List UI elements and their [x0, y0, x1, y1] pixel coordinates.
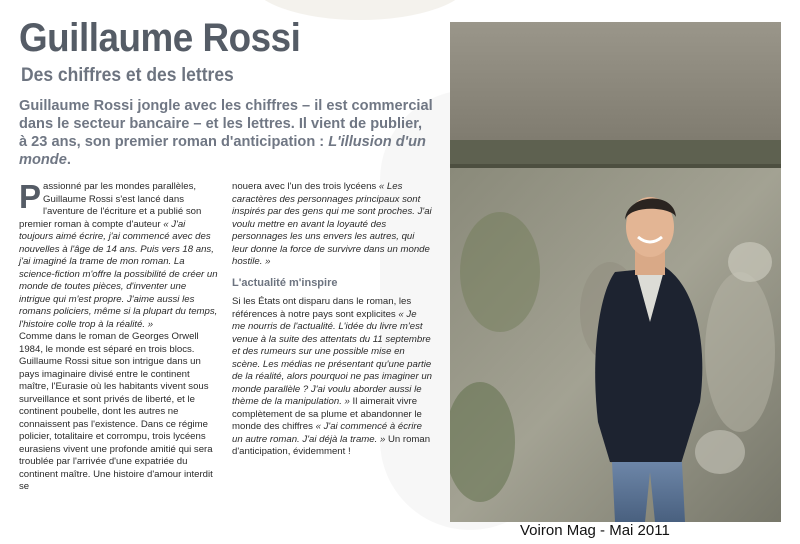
quote: « Je me nourris de l'actualité. L'idée du livre m'est venue à la suite des attentats du 11 septembre et des rumeurs sur une possible mise en scène. Les médias ne présentant qu'une partie de la réalité, alors pourquoi ne pas imaginer un monde parallèle ? J'ai voulu aborder aussi le thème de la manipulation. »: [232, 308, 432, 407]
quote: « J'ai toujours aimé écrire, j'ai commencé avec des nouvelles à l'âge de 14 ans. Puis vers 18 ans, j'ai imaginé la trame de mon roman. La science-fiction m'offre la possibilité de créer un monde de toutes pièces, d'inventer une intrigue qui m'est propre. J'aime aussi les romans policiers, même si la plupart du temps, l'histoire colle trop à la réalité. »: [19, 218, 218, 330]
paragraph-text: Un roman d'anticipation, évidemment !: [232, 433, 431, 457]
book-title: L'illusion d'un monde: [19, 134, 426, 168]
photo-caption: Voiron Mag - Mai 2011: [520, 522, 670, 539]
article-subtitle: Des chiffres et des lettres: [21, 65, 234, 86]
lead-text: Guillaume Rossi jongle avec les chiffres – il est commercial dans le secteur bancaire – et les lettres. Il vient de publier, à 23 ans, son premier roman d'anticipation :: [19, 98, 433, 150]
paragraph-text: Si les États ont disparu dans le roman, les références à notre pays sont explicites: [232, 296, 412, 320]
quote: « Les caractères des personnages principaux sont inspirés par des gens qui me sont proches. J'ai voulu mettre en avant la loyauté des personnages les uns envers les autres, qui leur donne la force de survivre dans un monde hostile. »: [232, 181, 432, 267]
paragraph-text: nouera avec l'un des trois lycéens: [232, 181, 379, 192]
article-lead: [19, 97, 433, 169]
article-title: Guillaume Rossi: [19, 16, 301, 60]
lead-end: .: [66, 152, 71, 168]
paragraph-text: assionné par les mondes parallèles, Guillaume Rossi s'est lancé dans l'aventure de l'écriture et a publié son premier roman à compte d'auteur: [19, 181, 202, 230]
section-heading: L'actualité m'inspire: [232, 276, 338, 289]
quote: « J'ai commencé à écrire un autre roman. J'ai déjà la trame. »: [232, 421, 422, 445]
drop-cap: P: [19, 178, 42, 215]
text-column-1: [19, 178, 219, 494]
paragraph: [232, 296, 432, 459]
paragraph-text: Il aimerait vivre complètement de sa plume et abandonner le monde des chiffres: [232, 396, 422, 432]
paragraph: [232, 181, 432, 269]
text-column-2: [232, 181, 432, 459]
paragraph: [19, 178, 219, 331]
portrait-photo: [450, 22, 781, 522]
paragraph: Comme dans le roman de Georges Orwell 1984, le monde est séparé en trois blocs. Guillaume Rossi situe son intrigue dans un pays imaginaire divisé entre le continent maître, l'Eurasie où les habitants vivent sous surveillance et sont privés de liberté, et le continent poubelle, dont les autres ne connaissent pas l'existence. Dans ce régime policier, totalitaire et corrompu, trois lycéens eurasiens vivent une profonde amitié qui sera troublée par l'arrivée d'une expatriée du continent maître. Une histoire d'amour interdit se: [19, 331, 213, 492]
